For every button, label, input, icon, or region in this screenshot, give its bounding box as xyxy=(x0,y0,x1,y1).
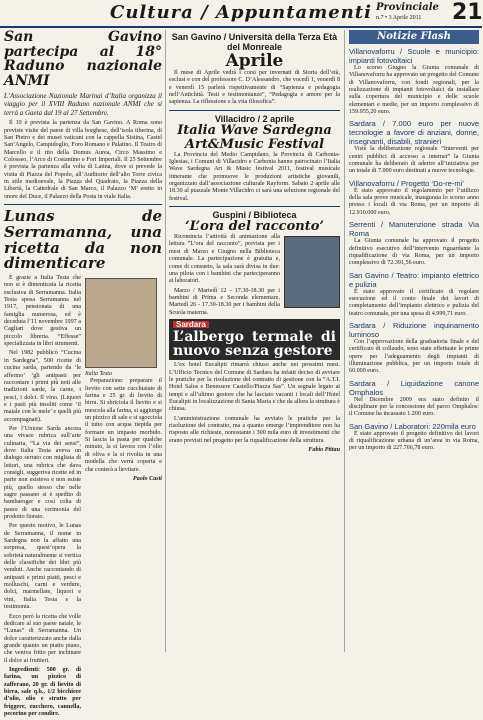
article-paragraph: Il mese di Aprile vedrà i corsi per invernati di Storia dell’età, esclusi e con del professore C. D’Alessandro, che vocedì 1, venerdì 8 e venerdì 15 parlerà rispettivamente di “Sapienza e pedagogia nell’Antichità. Testi e testimonianze”, “Pedagogia e amore per la sapienza. La riflessione e la vita filosofica”. xyxy=(169,70,340,106)
article-title-anmi: San Gavino partecipa al 18° Raduno nazionale ANMI xyxy=(4,29,162,90)
kicker-guspini: Guspini / Biblioteca xyxy=(212,210,297,221)
flash-title: Villanovaforru / Scuole e municipio: impianti fotovoltaici xyxy=(349,47,479,65)
sardara-banner xyxy=(169,319,340,360)
recipe-preparation: Preparazione: preparare il lievito con sette cucchiaiate di farina e 25 gr. di lievito di birra. Si sbriciola il lievito e si mescola alla farina, si aggiunge un pizzico di sale e si sgocciola il tutto con acqua tiepida per formare un impasto morbido. Si lascia la pasta per qualche minuto, la si lavora con l’olio di oliva e la si rivolta in una modella che verrà coperta e che conterà a lievitare. xyxy=(85,378,162,473)
divider xyxy=(169,206,340,207)
column-right xyxy=(349,30,479,654)
article-paragraph: È grazie a Italia Testa che non si è dimenticata la ricetta esclusiva di Serramanna. Italia Testa sposa Serramanna nel 1917, pensionata di una famiglia numerosa, ed è deceduta l’11 novembre 1997 a Cagliari dove gestiva un piccolo libreria. “Effesse” specializzata in libri strumenti. xyxy=(4,275,81,348)
headline-ora-racconto: ‘L’ora del racconto’ xyxy=(185,219,324,235)
article-paragraph: Ecco però la ricetta che volle dedicare al suo paese natale, le “Lunas” di Serramanna. Un dolce caratterizzato anche dalla grande quanto un piatto piano, che veniva fritto per inchinare il dolce ai fruttieri. xyxy=(4,613,81,664)
divider xyxy=(4,204,162,205)
book-cover-image xyxy=(284,236,340,308)
portrait-photo xyxy=(85,278,157,368)
photo-caption: Italia Testa xyxy=(85,371,112,378)
headline-italia-wave: Italia Wave Sardegna Art&Music Festival xyxy=(177,122,332,152)
article-paragraph: Nel 1982 pubblicò “Cucina in Sardegna”, 500 ricette di cucina sarda, partendo da ‘le affermo’ ‘gli antipasti per raccontare i primi più noti alle tradizioni sarde, la carne, i pesci, i dolci. Il vino. (Liquori e i pasti più insoliti come ‘il maiale con le mele’ e quelli più accompagnati). xyxy=(4,350,81,423)
article-paragraph: Ricomincia l’attività di animazione alla lettura “L’ora del racconto”, prevista per i mesi di Marzo e Giugno nella Biblioteca comunale. La partecipazione è gratuita e, come di consueto, la sala sarà divisa in due: una pilota con i bambini che parteciperanno ai laboratori. xyxy=(169,234,280,285)
sardara-kicker: Sardara xyxy=(173,321,209,328)
flash-title: Sardara / Riduzione inquinamento luminoso xyxy=(349,320,479,339)
page-number: 21 xyxy=(452,0,483,25)
recipe-ingredients: Ingredienti: 500 gr. di farina, un pizzico di zafferano, 20 gr. di lievito di birra, sale q.b., 1/2 bicchiere d’olio, olio e strutto per friggere, zucchero, cannella, pecorino per condire. xyxy=(4,666,81,717)
article-title-lunas: Lunas de Serramanna, una ricetta da non dimenticare xyxy=(4,207,162,273)
divider xyxy=(169,110,340,111)
article-paragraph: L’amministrazione comunale ha avviato le pratiche per la risoluzione del contratto, ma a quanto emerge l’imprenditore non ha risposto alle richieste, nonostante i 300 mila euro di investimenti che erano previsti nel progetto per la riqualificazione della struttura. xyxy=(169,415,340,444)
page-header xyxy=(0,0,482,28)
flash-title: Sardara / 7.000 euro per nuove tecnologie a favore di anziani, donne, insegnanti, disabili, stranieri xyxy=(349,119,479,147)
flash-text: Lo scorso Giugno la Giunta comunale di Villanovaforru ha approvato un progetto del Comune di Villanovaforru, con fondi regionali, per la realizzazione di impianti fotovoltaici da installare sulla copertura del municipio e delle scuole elementari e medie, per un importo complessivo di 159.955,20 euro. xyxy=(349,65,479,116)
flash-text: Nel Dicembre 2009 era stato definito il disciplinare per la concessione del parco Omphalos: il Comune ha incassato 1.200 euro. xyxy=(349,396,479,418)
flash-text: Viste la deliberazione regionale “Interventi per centri pubblici di accesso a internet” la Giunta comunale ha deliberato di aderire all’iniziativa per un totale di 7.000 euro destinati a nuove tecnologie. xyxy=(349,146,479,175)
flash-text: È stato approvato il regolamento per l’utilizzo della sala prove musicale, inaugurata lo scorso anno presso i locali di via Roma, per un importo di 12.910.000 euro. xyxy=(349,187,479,216)
newspaper-logo: Provinciale xyxy=(376,2,439,13)
article-paragraph: Per questo motivo, le Lunas de Serramanna, il nome in Sardegna non fa affatto una sorpresa, quest’opera la sobrietà naturalmente si vertica delle classifiche dei libri più venduti. Anche raccontando di antipasti e primi piatti, pesci e molluschi, carni e verdure, dolci, marmellate, liquori e vini, Italia Testa e la testimonia. xyxy=(4,523,81,611)
flash-text: La Giunta comunale ha approvato il progetto definitivo esecutivo dell’intervento riguardante la riqualificazione di via Roma, per un importo complessivo di 72.391,56 euro. xyxy=(349,238,479,267)
column-divider xyxy=(165,30,166,652)
article-paragraph: L’ex hotel Eucalipti rimarrà chiuso anche nei prossimi mesi. L’Ufficio Tecnico del Comune di Sardara ha infatti deciso di avviare le pratiche per la risoluzione del contratto di gestione con la “A.T.I. Hotel Salus e Benessere Castello/Piazza Sas”. Un segnale legato ai tempi e all’ultimo gestore che ha lasciato vacanti i locali dell’Hotel Eucalipti in localizzazione di Santa Maria e che da allora la struttura è chiusa. xyxy=(169,362,340,413)
flash-text: È stato approvato il progetto definitivo dei lavori di riqualificazione urbana di un’area in via Roma, per un importo di 227.766,78 euro. xyxy=(349,430,479,452)
flash-title: San Gavino / Teatro: impianto elettrico e pulizia xyxy=(349,270,479,289)
flash-title: San Gavino / Laboratori: 220mila euro xyxy=(349,421,476,431)
article-intro: L’Associazione Nazionale Marinai d’Italia organizza il viaggio per il XVIII Raduno nazionale ANMI che si terrà a Gaeta dal 19 al 27 Settembre. xyxy=(4,91,162,117)
article-schedule: Marzo / Martedì 12 - 17.30-18.30 per i bambini di Prima e Seconda elementare. Martedì 26 - 17.30-18.30 per i bambini della Scuola materna. xyxy=(169,287,280,316)
sardara-headline: L’albergo termale di nuovo senza gestore xyxy=(173,329,336,360)
article-paragraph: Il 19 è prevista la partenza da San Gavino. A Roma sono previste visite del paese di villa borghese, dell’isola tiberina, di San Pietro e dei musei vaticani con la cappella Sistina, Castel San’Angelo, Campidoglio, Foro Romano e Palatino. Il Teatro di Marcello e il rito della Domus Aurea, Circo Massimo e Colosseo, l’Arco di Costantino e Fori Imperiali. Il 25 Settembre è prevista la partenza alla volta di Latina, dove si prevede la visita di Piazza del Popolo, all’Auditorio dell’alto Torre civica in stile medioevale, la Piazza del Quadrato, la Piazza della Libertà, la Cattedrale di San Marco, il Palazzo ‘M’ eretto in onore del Duce, il Palazzo della Posta in viale Italia. xyxy=(4,120,162,200)
flash-text: È stato approvato il certificato di regolare esecuzione ed il conto finale dei lavori di completamento dell’impianto elettrico e pulizia del teatro comunale, per una spesa di 4.999,71 euro. xyxy=(349,288,479,317)
flash-text: Con l’approvazione della graduatoria finale e del certificato di collaudo, sono state effettuate le prime opere per l’adeguamento degli impianti di illuminazione pubblica, per un importo totale di 60.000 euro. xyxy=(349,338,479,375)
article-paragraph: La Provincia del Medio Campidano, la Provincia di Carbonia-Iglesias, i Comuni di Villacidro e Carbonia hanno patrocinato l’Italia Wave Sardegna Art & Music festival 2011, festival musicale itinerante che promuove le produzioni artistiche giovanili, organizzato dall’associazione culturale Rayform. Sabato 2 aprile alle 18.30 al piazzale Monte Villacidro ci sarà una selezione regionale del festival. xyxy=(169,151,340,202)
flash-title: Sardara / Liquidazione canone Omphalos xyxy=(349,378,479,397)
flash-title: Villanovaforru / Progetto ‘Do-re-mi’ xyxy=(349,178,464,188)
author-signature: Paolo Casti xyxy=(133,475,162,482)
kicker-utel: San Gavino / Università della Terza Età del Monreale xyxy=(171,32,338,52)
column-left xyxy=(4,29,162,717)
section-title: Cultura / Appuntamenti xyxy=(110,2,372,23)
author-signature: Fabio Pittau xyxy=(308,447,340,454)
column-divider xyxy=(344,30,345,652)
column-center xyxy=(169,30,340,654)
headline-aprile: Aprile xyxy=(225,51,284,71)
article-paragraph: Per l’Unione Sarda ancora una vivace rubrica sull’arte culinaria, “La via dei sensi”, dove Italia Testa aveva un dialogo serrato con migliaia di lettori, una rubrica che dava consigli, suggeriva ricette ed in parte non esisteva e non esiste più, quello stesso che nelle sagre passano si è spedito di bambaroger e così colta di passo di una cerimonia del prodotto fioraio. xyxy=(4,425,81,521)
issue-date: n.7 • 3 Aprile 2011 xyxy=(376,15,422,21)
notes-header: Notizie Flash xyxy=(349,30,479,44)
kicker-villacidro: Villacidro / 2 aprile xyxy=(214,113,295,124)
flash-title: Serrenti / Manutenzione strada Via Roma xyxy=(349,220,479,239)
